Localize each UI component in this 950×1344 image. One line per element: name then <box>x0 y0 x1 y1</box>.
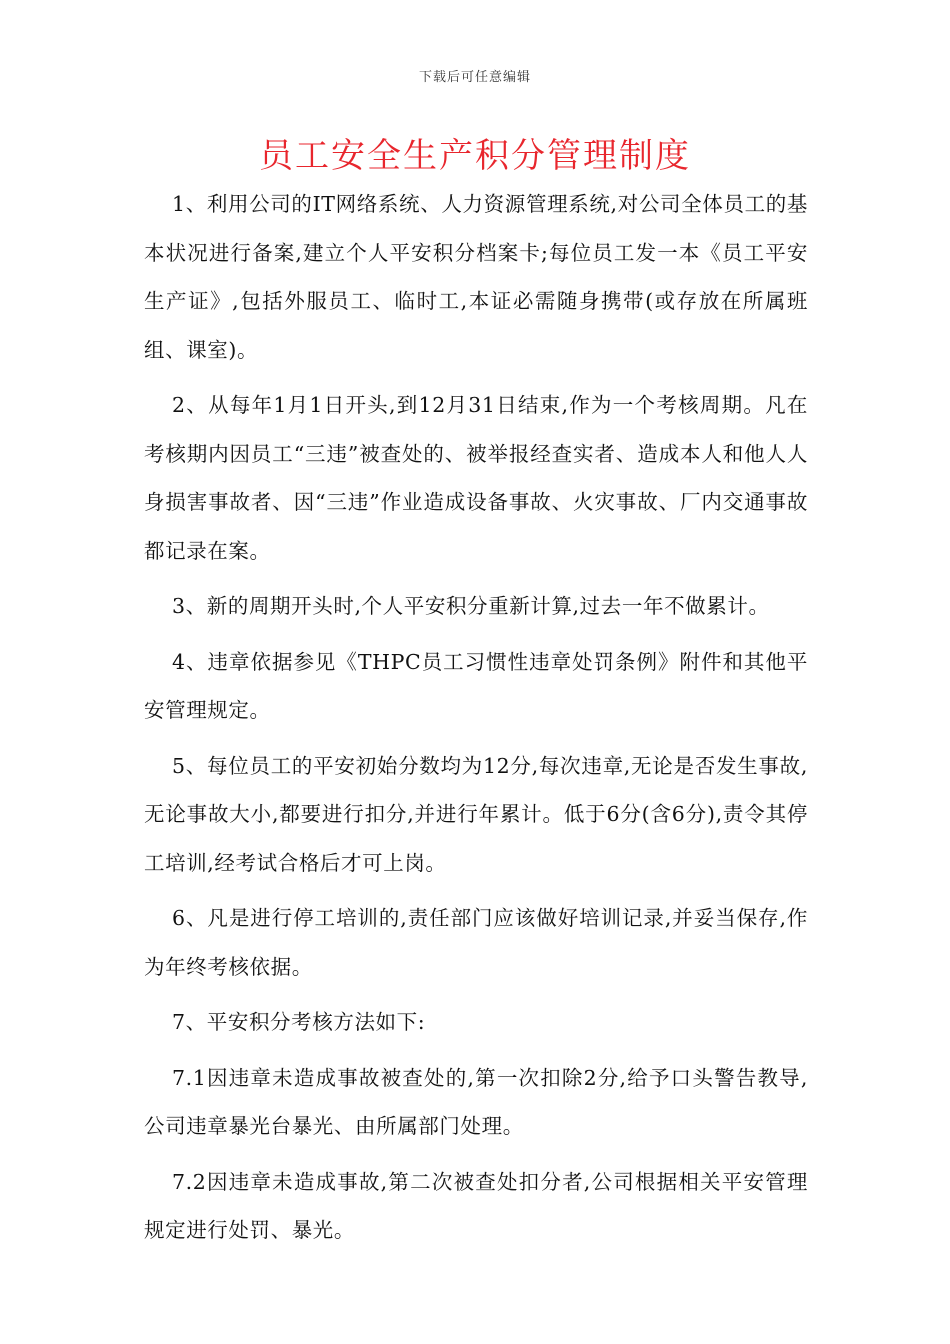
paragraph-5: 5、每位员工的平安初始分数均为12分,每次违章,无论是否发生事故,无论事故大小,都要进行扣分,并进行年累计。低于6分(含6分),责令其停工培训,经考试合格后才可上岗。 <box>144 753 808 875</box>
header-note: 下载后可任意编辑 <box>418 70 531 85</box>
paragraph-7: 7、平安积分考核方法如下: <box>172 1010 426 1034</box>
paragraph-7-1: 7.1因违章未造成事故被查处的,第一次扣除2分,给予口头警告教导,公司违章暴光台暴光、由所属部门处理。 <box>144 1065 808 1138</box>
document-title: 员工安全生产积分管理制度 <box>259 136 691 176</box>
paragraph-2: 2、从每年1月1日开头,到12月31日结束,作为一个考核周期。凡在考核期内因员工“三违”被查处的、被举报经查实者、造成本人和他人人身损害事故者、因“三违”作业造成设备事故、火灾事故、厂内交通事故都记录在案。 <box>144 393 808 563</box>
paragraph-1: 1、利用公司的IT网络系统、人力资源管理系统,对公司全体员工的基本状况进行备案,建立个人平安积分档案卡;每位员工发一本《员工平安生产证》,包括外服员工、临时工,本证必需随身携带(或存放在所属班组、课室)。 <box>144 192 808 362</box>
paragraph-3: 3、新的周期开头时,个人平安积分重新计算,过去一年不做累计。 <box>172 594 770 618</box>
paragraph-6: 6、凡是进行停工培训的,责任部门应该做好培训记录,并妥当保存,作为年终考核依据。 <box>144 906 808 979</box>
paragraph-4: 4、违章依据参见《THPC员工习惯性违章处罚条例》附件和其他平安管理规定。 <box>144 649 808 722</box>
document-body <box>144 180 808 1262</box>
paragraph-7-2: 7.2因违章未造成事故,第二次被查处扣分者,公司根据相关平安管理规定进行处罚、暴光。 <box>144 1169 808 1242</box>
